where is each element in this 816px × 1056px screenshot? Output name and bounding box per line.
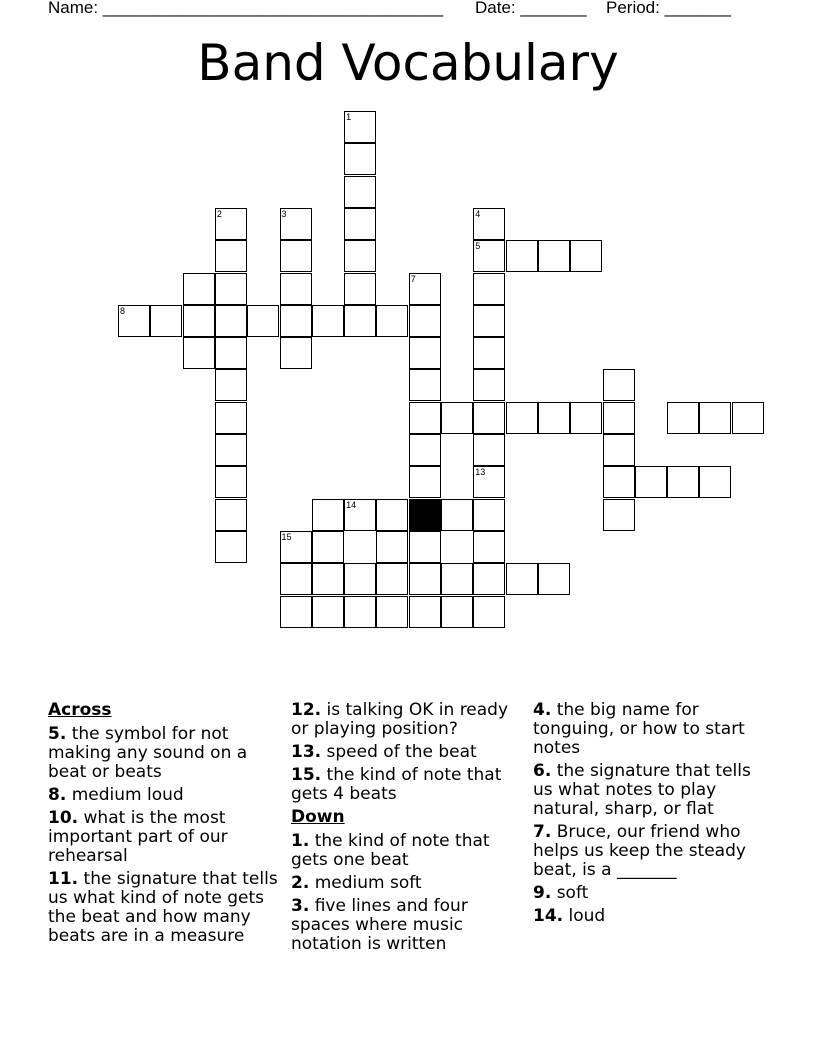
- grid-cell[interactable]: [473, 240, 505, 272]
- grid-cell[interactable]: [409, 434, 441, 466]
- clue-number-label: 4: [475, 208, 481, 219]
- clue-down-3: [291, 897, 527, 954]
- grid-cell[interactable]: [441, 499, 473, 531]
- grid-cell[interactable]: [473, 434, 505, 466]
- clue-text: the kind of note that gets one beat: [291, 831, 490, 870]
- clue-number: 13.: [291, 742, 322, 762]
- grid-cell[interactable]: [667, 466, 699, 498]
- date-field-label: Date: _______: [475, 0, 587, 17]
- grid-cell[interactable]: [312, 563, 344, 595]
- grid-cell[interactable]: [280, 531, 312, 563]
- clue-number: 1.: [291, 831, 310, 851]
- grid-cell[interactable]: [118, 305, 150, 337]
- grid-cell[interactable]: [344, 111, 376, 143]
- grid-cell[interactable]: [441, 402, 473, 434]
- grid-cell[interactable]: [409, 402, 441, 434]
- grid-cell[interactable]: [441, 563, 473, 595]
- clue-number: 15.: [291, 765, 322, 785]
- clue-number-label: 3: [281, 208, 287, 219]
- grid-cell[interactable]: [183, 305, 215, 337]
- clue-down-6: [533, 762, 769, 819]
- grid-cell[interactable]: [603, 369, 635, 401]
- grid-cell[interactable]: [603, 466, 635, 498]
- clue-text: the signature that tells us what kind of note gets the beat and how many beats are in a measure: [48, 869, 278, 946]
- grid-cell[interactable]: [473, 563, 505, 595]
- clue-text: the symbol for not making any sound on a beat or beats: [48, 724, 248, 782]
- grid-cell[interactable]: [473, 305, 505, 337]
- grid-cell[interactable]: [344, 596, 376, 628]
- grid-cell[interactable]: [409, 563, 441, 595]
- clue-number: 10.: [48, 808, 79, 828]
- clues-column-3: [533, 701, 769, 930]
- clues-column-1: [48, 701, 284, 950]
- grid-cell[interactable]: [280, 596, 312, 628]
- name-field-label: Name: ____________________________________: [48, 0, 444, 17]
- grid-cell[interactable]: [344, 208, 376, 240]
- clue-text: is talking OK in ready or playing position?: [291, 700, 509, 739]
- clue-across-10: [48, 809, 284, 866]
- clue-number-label: 13: [475, 467, 486, 478]
- clue-number-label: 1: [346, 112, 352, 122]
- grid-cell[interactable]: [215, 337, 247, 369]
- down-heading: Down: [291, 807, 345, 827]
- clue-number: 3.: [291, 896, 310, 916]
- grid-cell[interactable]: [409, 273, 441, 305]
- grid-cell[interactable]: [280, 305, 312, 337]
- grid-cell[interactable]: [344, 240, 376, 272]
- clue-number: 11.: [48, 869, 79, 889]
- grid-cell[interactable]: [376, 531, 408, 563]
- clue-text: speed of the beat: [326, 742, 477, 762]
- grid-cell[interactable]: [603, 402, 635, 434]
- grid-cell[interactable]: [473, 596, 505, 628]
- grid-cell[interactable]: [312, 531, 344, 563]
- grid-cell[interactable]: [215, 434, 247, 466]
- clue-number-label: 7: [410, 273, 416, 284]
- clue-text: Bruce, our friend who helps us keep the steady beat, is a _______: [533, 822, 746, 880]
- across-heading: Across: [48, 700, 112, 720]
- grid-cell[interactable]: [570, 240, 602, 272]
- grid-cell[interactable]: [312, 596, 344, 628]
- grid-cell[interactable]: [699, 466, 731, 498]
- grid-cell[interactable]: [280, 208, 312, 240]
- grid-cell[interactable]: [409, 337, 441, 369]
- clue-across-8: [48, 786, 284, 805]
- grid-cell[interactable]: [344, 273, 376, 305]
- grid-cell[interactable]: [473, 369, 505, 401]
- grid-cell[interactable]: [473, 466, 505, 498]
- clue-text: the signature that tells us what notes to play natural, sharp, or flat: [533, 761, 751, 819]
- grid-cell[interactable]: [215, 273, 247, 305]
- clue-number: 7.: [533, 822, 552, 842]
- period-field-label: Period: _______: [606, 0, 731, 17]
- grid-cell[interactable]: [376, 305, 408, 337]
- clue-number: 2.: [291, 873, 310, 893]
- clue-number: 9.: [533, 883, 552, 903]
- grid-cell[interactable]: [215, 499, 247, 531]
- clue-down-9: [533, 884, 769, 903]
- grid-cell[interactable]: [409, 466, 441, 498]
- grid-cell[interactable]: [215, 208, 247, 240]
- clue-text: what is the most important part of our rehearsal: [48, 808, 228, 866]
- grid-cell[interactable]: [441, 596, 473, 628]
- grid-cell[interactable]: [376, 596, 408, 628]
- page-title: Band Vocabulary: [197, 34, 619, 92]
- grid-cell[interactable]: [150, 305, 182, 337]
- clue-text: medium loud: [71, 785, 184, 805]
- grid-cell[interactable]: [409, 531, 441, 563]
- grid-cell[interactable]: [183, 337, 215, 369]
- grid-cell[interactable]: [280, 273, 312, 305]
- clue-number: 14.: [533, 906, 564, 926]
- blocked-cell: [409, 499, 441, 531]
- grid-cell[interactable]: [506, 240, 538, 272]
- grid-cell[interactable]: [473, 531, 505, 563]
- grid-cell[interactable]: [635, 466, 667, 498]
- clue-down-14: [533, 907, 769, 926]
- grid-cell[interactable]: [215, 369, 247, 401]
- clue-text: five lines and four spaces where music notation is written: [291, 896, 468, 954]
- grid-cell[interactable]: [473, 208, 505, 240]
- clue-number: 6.: [533, 761, 552, 781]
- grid-cell[interactable]: [538, 563, 570, 595]
- grid-cell[interactable]: [344, 499, 376, 531]
- clue-across-13: [291, 743, 527, 762]
- grid-cell[interactable]: [376, 563, 408, 595]
- grid-cell[interactable]: [376, 499, 408, 531]
- clue-down-7: [533, 823, 769, 880]
- grid-cell[interactable]: [215, 402, 247, 434]
- grid-cell[interactable]: [409, 596, 441, 628]
- grid-cell[interactable]: [506, 563, 538, 595]
- grid-cell[interactable]: [215, 531, 247, 563]
- clue-across-15: [291, 766, 527, 804]
- clue-number: 4.: [533, 700, 552, 720]
- clue-text: loud: [568, 906, 606, 926]
- clue-text: the kind of note that gets 4 beats: [291, 765, 502, 804]
- grid-cell[interactable]: [473, 499, 505, 531]
- clue-text: the big name for tonguing, or how to start notes: [533, 700, 745, 758]
- grid-cell[interactable]: [280, 337, 312, 369]
- clue-text: soft: [556, 883, 589, 903]
- grid-cell[interactable]: [409, 305, 441, 337]
- grid-cell[interactable]: [312, 305, 344, 337]
- grid-cell[interactable]: [506, 402, 538, 434]
- grid-cell[interactable]: [344, 563, 376, 595]
- grid-cell[interactable]: [538, 402, 570, 434]
- clue-number-label: 15: [281, 531, 292, 542]
- grid-cell[interactable]: [215, 240, 247, 272]
- clue-down-1: [291, 832, 527, 870]
- grid-cell[interactable]: [344, 176, 376, 208]
- grid-cell[interactable]: [344, 305, 376, 337]
- grid-cell[interactable]: [473, 337, 505, 369]
- grid-cell[interactable]: [280, 563, 312, 595]
- grid-cell[interactable]: [570, 402, 602, 434]
- grid-cell[interactable]: [247, 305, 279, 337]
- clue-down-2: [291, 874, 527, 893]
- clue-number-label: 14: [346, 499, 357, 510]
- grid-cell[interactable]: [183, 273, 215, 305]
- clue-number-label: 8: [120, 305, 126, 316]
- clue-number: 5.: [48, 724, 67, 744]
- grid-cell[interactable]: [215, 305, 247, 337]
- grid-cell[interactable]: [538, 240, 570, 272]
- clue-number-label: 5: [475, 241, 481, 252]
- clue-number: 8.: [48, 785, 67, 805]
- clue-number: 12.: [291, 700, 322, 720]
- clue-across-11: [48, 870, 284, 946]
- grid-cell[interactable]: [312, 499, 344, 531]
- grid-cell[interactable]: [473, 273, 505, 305]
- grid-cell[interactable]: [215, 466, 247, 498]
- clue-text: medium soft: [314, 873, 422, 893]
- clue-down-4: [533, 701, 769, 758]
- clue-across-5: [48, 725, 284, 782]
- clue-number-label: 2: [216, 208, 222, 219]
- grid-cell[interactable]: [603, 434, 635, 466]
- grid-cell[interactable]: [344, 143, 376, 175]
- grid-cell[interactable]: [473, 402, 505, 434]
- grid-cell[interactable]: [603, 499, 635, 531]
- grid-cell[interactable]: [667, 402, 699, 434]
- grid-cell[interactable]: [409, 369, 441, 401]
- grid-cell[interactable]: [699, 402, 731, 434]
- clues-column-2: [291, 701, 527, 958]
- grid-cell[interactable]: [732, 402, 764, 434]
- grid-cell[interactable]: [280, 240, 312, 272]
- clue-across-12: [291, 701, 527, 739]
